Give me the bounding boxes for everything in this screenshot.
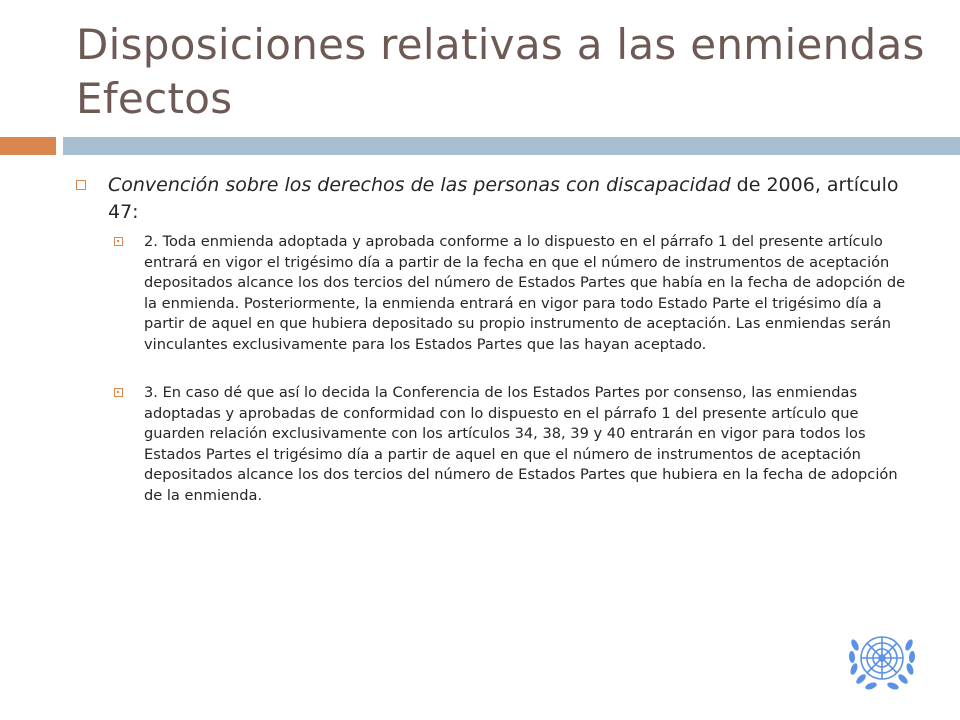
square-bullet-icon [114, 237, 123, 246]
article-reference: de 2006, artículo 47: [108, 174, 899, 223]
sub-bullet-paragraph-2 [114, 232, 914, 355]
title-line-2: Efectos [76, 74, 233, 123]
accent-bar-orange [0, 137, 56, 155]
bullet-text [108, 172, 906, 226]
accent-bar-blue [63, 137, 960, 155]
sub-bullet-paragraph-3 [114, 383, 914, 506]
square-bullet-icon [76, 180, 86, 190]
un-emblem-icon [847, 625, 917, 695]
convention-name: Convención sobre los derechos de las personas con discapacidad [108, 174, 731, 196]
bullet-level-1 [76, 172, 906, 226]
paragraph-text: 3. En caso dé que así lo decida la Conferencia de los Estados Partes por consenso, las enmiendas adoptadas y aprobadas de conformidad con lo dispuesto en el párrafo 1 del presente artículo que guarden relación exclusivamente con los artículos 34, 38, 39 y 40 entrarán en vigor para todos los Estados Partes el trigésimo día a partir de aquel en que el número de instrumentos de aceptación depositados alcance los dos tercios del número de Estados Partes que hubiera en la fecha de adopción de la enmienda. [144, 384, 898, 504]
title-line-1: Disposiciones relativas a las enmiendas [76, 20, 925, 69]
paragraph-text: 2. Toda enmienda adoptada y aprobada conforme a lo dispuesto en el párrafo 1 del presente artículo entrará en vigor el trigésimo día a partir de la fecha en que el número de instrumentos de aceptación depositados alcance los dos tercios del número de Estados Partes que había en la fecha de adopción de la enmienda. Posteriormente, la enmienda entrará en vigor para todo Estado Parte el trigésimo día a partir de aquel en que hubiera depositado su propio instrumento de aceptación. Las enmiendas serán vinculantes exclusivamente para los Estados Partes que las hayan aceptado. [144, 233, 906, 353]
square-bullet-icon [114, 388, 123, 397]
slide-title [76, 18, 936, 126]
